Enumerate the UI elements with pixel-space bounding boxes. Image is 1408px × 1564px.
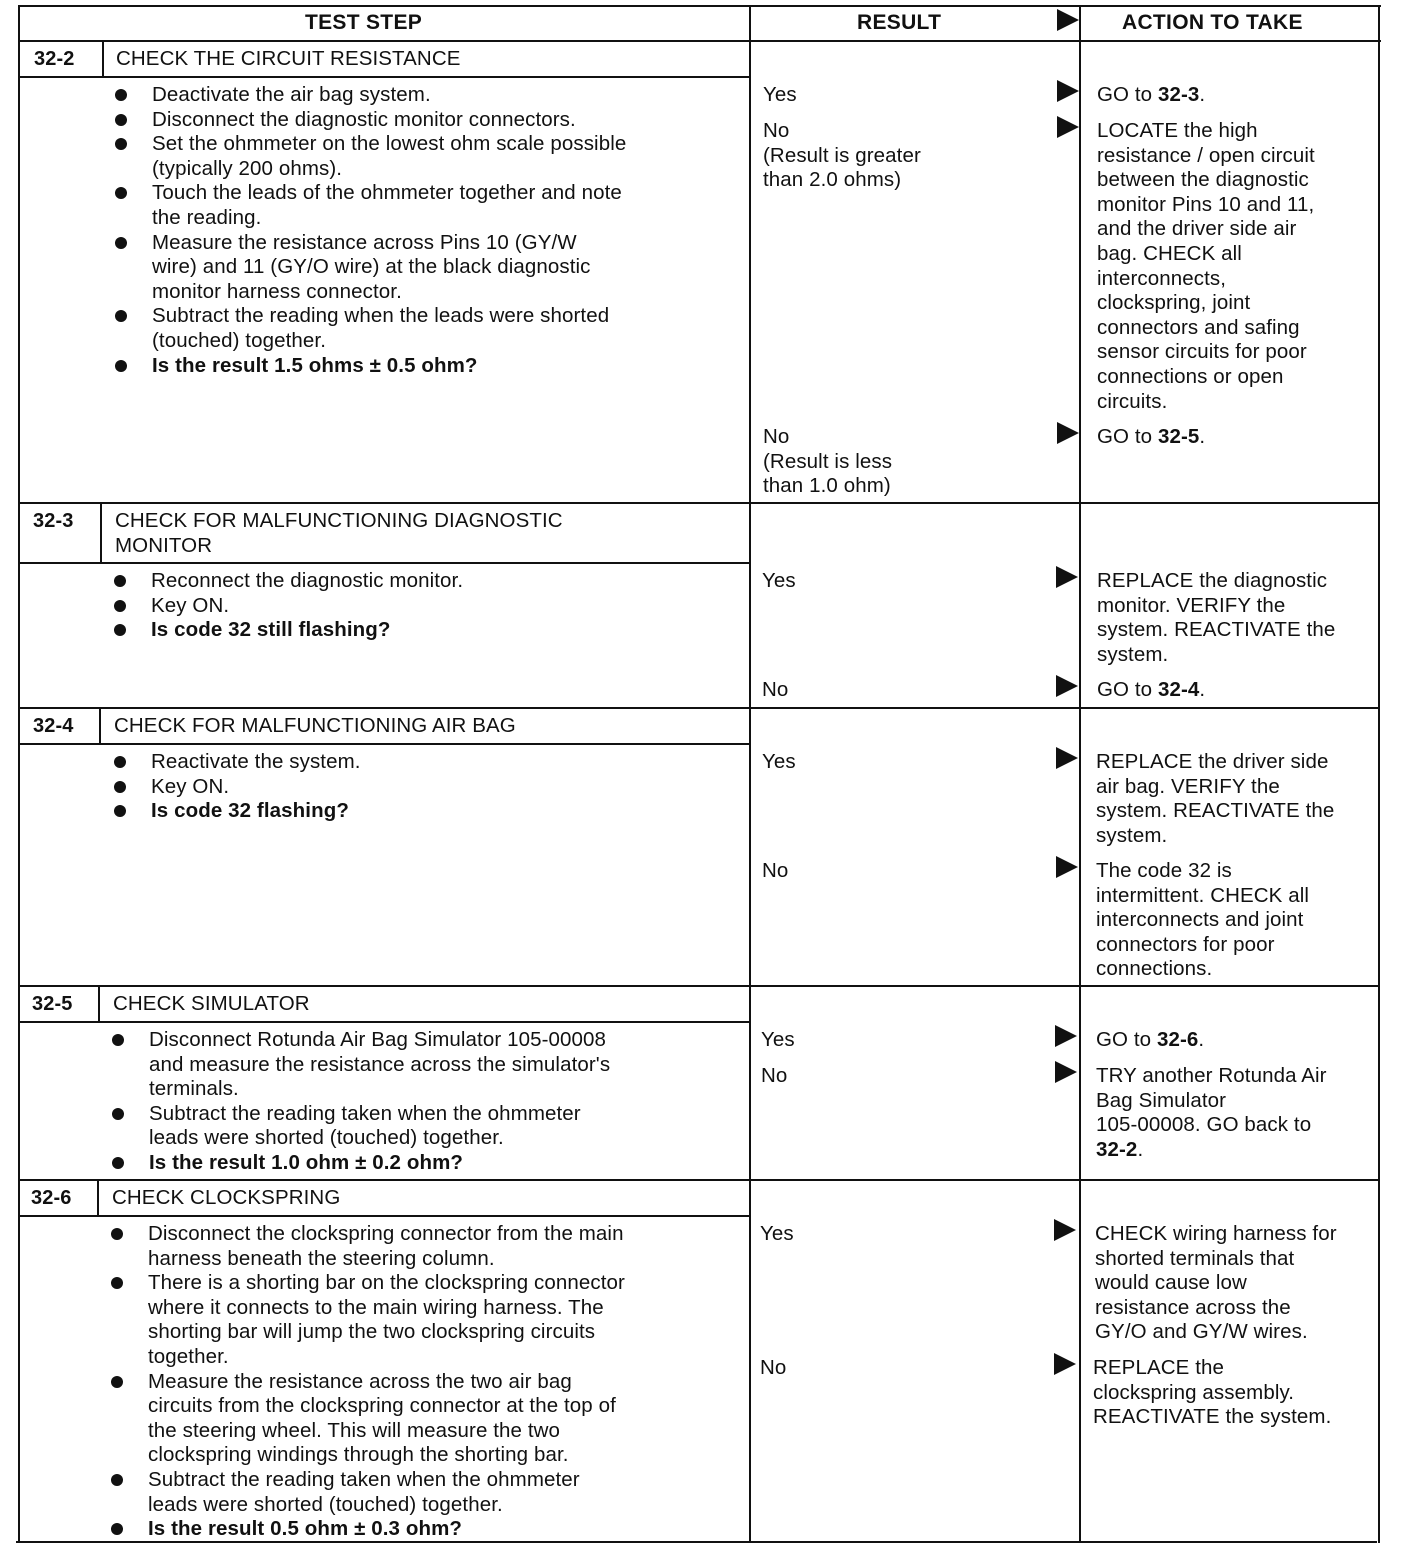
step-instructions (111, 1222, 625, 1542)
action-text: GO to 32-5. (1097, 425, 1206, 448)
step-instructions (115, 83, 626, 378)
result-label: Yes (763, 83, 797, 106)
bullet-icon (114, 805, 126, 817)
bullet-icon (112, 1157, 124, 1169)
bullet-icon (111, 1376, 123, 1388)
result-arrow-icon (1056, 747, 1078, 769)
action-text: GO to 32-4. (1097, 678, 1206, 701)
result-arrow-icon (1056, 675, 1078, 697)
header-test-step: TEST STEP (305, 11, 423, 34)
step-question: Is code 32 still flashing? (114, 618, 463, 643)
step-bottom-rule (20, 985, 1380, 987)
step-question: Is code 32 flashing? (114, 799, 361, 824)
bullet-icon (115, 114, 127, 126)
step-question: Is the result 1.0 ohm ± 0.2 ohm? (112, 1151, 610, 1176)
bullet-icon (111, 1474, 123, 1486)
bullet-icon (112, 1108, 124, 1120)
step-question: Is the result 0.5 ohm ± 0.3 ohm? (111, 1517, 625, 1542)
instruction-item: Key ON. (114, 775, 361, 800)
bullet-icon (115, 89, 127, 101)
instruction-item: Reactivate the system. (114, 750, 361, 775)
step-number-divider (102, 40, 104, 78)
action-text: TRY another Rotunda Air Bag Simulator 105-00008. GO back to 32-2. (1096, 1064, 1327, 1161)
result-arrow-icon (1055, 1025, 1077, 1047)
step-bottom-rule (20, 707, 1380, 709)
table-top-border (20, 5, 1381, 7)
step-title: CHECK THE CIRCUIT RESISTANCE (116, 47, 461, 70)
step-title-rule (20, 743, 751, 745)
bullet-icon (115, 187, 127, 199)
instruction-item: Subtract the reading when the leads were shorted (touched) together. (115, 304, 626, 353)
test-step-column-divider (749, 5, 751, 1543)
step-number: 32-2 (34, 48, 75, 70)
bullet-icon (112, 1034, 124, 1046)
bullet-icon (111, 1277, 123, 1289)
result-arrow-icon (1057, 422, 1079, 444)
bullet-icon (114, 781, 126, 793)
instruction-item: Key ON. (114, 594, 463, 619)
result-label: No (761, 1064, 788, 1087)
step-bottom-rule (20, 502, 1380, 504)
step-question: Is the result 1.5 ohms ± 0.5 ohm? (115, 354, 626, 379)
result-arrow-icon (1054, 1353, 1076, 1375)
result-arrow-icon (1056, 566, 1078, 588)
header-arrow-icon (1057, 9, 1079, 31)
step-number-divider (97, 1179, 99, 1217)
step-number-divider (100, 502, 102, 564)
step-title: CHECK FOR MALFUNCTIONING AIR BAG (114, 714, 516, 737)
result-arrow-icon (1055, 1061, 1077, 1083)
result-label: No (762, 859, 789, 882)
step-instructions (114, 569, 463, 643)
action-text: REPLACE the clockspring assembly. REACTIVATE the system. (1093, 1356, 1332, 1429)
step-number: 32-6 (31, 1187, 72, 1209)
instruction-item: Set the ohmmeter on the lowest ohm scale possible (typically 200 ohms). (115, 132, 626, 181)
step-title-rule (20, 1021, 751, 1023)
bullet-icon (114, 575, 126, 587)
bullet-icon (114, 624, 126, 636)
instruction-item: Deactivate the air bag system. (115, 83, 626, 108)
result-arrow-icon (1054, 1219, 1076, 1241)
action-text: REPLACE the driver side air bag. VERIFY the system. REACTIVATE the system. (1096, 750, 1335, 847)
action-text: The code 32 is intermittent. CHECK all interconnects and joint connectors for poor connections. (1096, 859, 1310, 981)
action-text: GO to 32-6. (1096, 1028, 1205, 1051)
instruction-item: Touch the leads of the ohmmeter together and note the reading. (115, 181, 626, 230)
instruction-item: Measure the resistance across the two air bag circuits from the clockspring connector at the top of the steering wheel. This will measure the two clockspring windings through the shorting bar. (111, 1370, 625, 1468)
step-title-rule (20, 562, 751, 564)
instruction-item: Disconnect Rotunda Air Bag Simulator 105-00008 and measure the resistance across the simulator's terminals. (112, 1028, 610, 1102)
instruction-item: Disconnect the clockspring connector from the main harness beneath the steering column. (111, 1222, 625, 1271)
result-arrow-icon (1057, 80, 1079, 102)
result-label: Yes (760, 1222, 794, 1245)
table-left-border (18, 5, 20, 1543)
table-right-border (1378, 5, 1380, 1543)
instruction-item: Disconnect the diagnostic monitor connectors. (115, 108, 626, 133)
step-instructions (112, 1028, 610, 1176)
result-arrow-icon (1057, 116, 1079, 138)
action-text: GO to 32-3. (1097, 83, 1206, 106)
header-bottom-rule (20, 40, 1381, 42)
instruction-item: Measure the resistance across Pins 10 (GY/W wire) and 11 (GY/O wire) at the black diagnostic monitor harness connector. (115, 231, 626, 305)
step-title: CHECK FOR MALFUNCTIONING DIAGNOSTIC MONITOR (115, 509, 563, 557)
step-number-divider (99, 707, 101, 745)
result-label: Yes (762, 569, 796, 592)
result-label: Yes (762, 750, 796, 773)
bullet-icon (115, 310, 127, 322)
instruction-item: Subtract the reading taken when the ohmmeter leads were shorted (touched) together. (112, 1102, 610, 1151)
step-title-rule (20, 1215, 751, 1217)
step-title: CHECK CLOCKSPRING (112, 1186, 341, 1209)
step-number-divider (98, 985, 100, 1023)
result-arrow-icon (1056, 856, 1078, 878)
instruction-item: Subtract the reading taken when the ohmmeter leads were shorted (touched) together. (111, 1468, 625, 1517)
result-label: No (Result is greater than 2.0 ohms) (763, 119, 921, 192)
result-label: No (760, 1356, 787, 1379)
step-number: 32-4 (33, 715, 74, 737)
step-title-rule (20, 76, 751, 78)
header-action-to-take: ACTION TO TAKE (1122, 11, 1303, 34)
bullet-icon (111, 1228, 123, 1240)
instruction-item: There is a shorting bar on the clockspring connector where it connects to the main wiring harness. The shorting bar will jump the two clockspring circuits together. (111, 1271, 625, 1369)
action-text: LOCATE the high resistance / open circuit between the diagnostic monitor Pins 10 and 11, and the driver side air bag. CHECK all interconnects, clockspring, joint connectors and safing sensor circuits for poor connections or open circuits. (1097, 119, 1315, 413)
bullet-icon (114, 600, 126, 612)
bullet-icon (115, 138, 127, 150)
result-column-divider (1079, 5, 1081, 1543)
action-text: CHECK wiring harness for shorted terminals that would cause low resistance across the GY/O and GY/W wires. (1095, 1222, 1337, 1344)
bullet-icon (115, 237, 127, 249)
action-text: REPLACE the diagnostic monitor. VERIFY the system. REACTIVATE the system. (1097, 569, 1336, 666)
step-bottom-rule (20, 1179, 1380, 1181)
result-label: Yes (761, 1028, 795, 1051)
result-label: No (762, 678, 789, 701)
bullet-icon (111, 1523, 123, 1535)
step-title: CHECK SIMULATOR (113, 992, 310, 1015)
instruction-item: Reconnect the diagnostic monitor. (114, 569, 463, 594)
step-number: 32-3 (33, 510, 74, 532)
result-label: No (Result is less than 1.0 ohm) (763, 425, 893, 498)
step-instructions (114, 750, 361, 824)
step-number: 32-5 (32, 993, 73, 1015)
header-result: RESULT (857, 11, 942, 34)
bullet-icon (115, 360, 127, 372)
bullet-icon (114, 756, 126, 768)
